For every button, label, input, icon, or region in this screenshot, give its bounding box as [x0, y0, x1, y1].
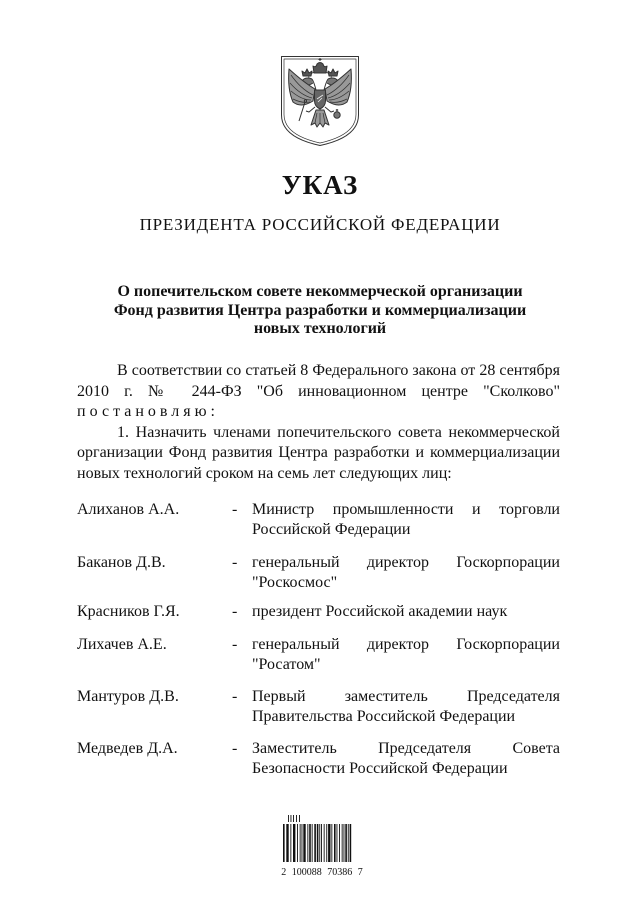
decree-verb: постановляю: [77, 403, 219, 420]
appointee-row [0, 635, 640, 675]
barcode-bar [297, 824, 298, 862]
item-1-line: новых технологий сроком на семь лет следующих лиц: [77, 464, 452, 482]
appointee-row [0, 739, 640, 779]
appointee-position [252, 739, 560, 779]
barcode-bar [324, 824, 325, 862]
barcode-bar [283, 824, 285, 862]
appointee-position-line: Безопасности Российской Федерации [252, 760, 508, 777]
issuer-subtitle: ПРЕЗИДЕНТА РОССИЙСКОЙ ФЕДЕРАЦИИ [139, 215, 501, 234]
decree-title-line: О попечительском совете некоммерческой организации [117, 283, 523, 300]
barcode-bar [337, 824, 338, 862]
appointee-position-line: Российской Федерации [252, 521, 411, 538]
barcode-bar [291, 815, 292, 822]
appointee-row [0, 500, 640, 540]
barcode-bar [309, 824, 311, 862]
document-type-title: УКАЗ [281, 170, 359, 200]
barcode-bar [321, 824, 322, 862]
barcode-bar [345, 824, 347, 862]
appointee-position [252, 635, 560, 675]
decree-title [60, 283, 580, 339]
barcode-number: 2 100088 70386 7 [281, 867, 363, 878]
appointee-dash: - [232, 501, 238, 518]
preamble-line: В соответствии со статьей 8 Федерального закона от 28 сентября [117, 362, 560, 379]
appointee-name: Баканов Д.В. [77, 554, 166, 571]
barcode-bar [290, 824, 291, 862]
barcode-bar [286, 824, 288, 862]
appointee-position-line: Заместитель Председателя Совета [252, 740, 560, 757]
item-1-line: организации Фонд развития Центра разработки и коммерциализации [77, 444, 560, 461]
appointee-name: Алиханов А.А. [77, 501, 180, 518]
barcode-bar [296, 815, 297, 822]
appointee-position-line: генеральный директор Госкорпорации [252, 636, 560, 653]
appointee-dash: - [232, 740, 238, 757]
decree-title-line: новых технологий [253, 320, 387, 337]
barcode-bar [344, 824, 345, 862]
appointee-position-line: генеральный директор Госкорпорации [252, 554, 560, 571]
barcode-icon [281, 813, 355, 863]
appointee-position [252, 500, 560, 540]
barcode-bar [299, 815, 300, 822]
decree-body [77, 361, 560, 484]
barcode-bar [334, 824, 336, 862]
barcode-bar [331, 824, 332, 862]
appointee-position-line: Первый заместитель Председателя [252, 688, 560, 705]
appointee-position [252, 687, 560, 727]
barcode-bar [312, 824, 313, 862]
appointee-position [252, 553, 560, 593]
appointee-row [0, 687, 640, 727]
preamble-line: 2010 г. № 244-ФЗ "Об инновационном центре "Сколково" [77, 382, 560, 400]
appointee-position-line: Правительства Российской Федерации [252, 708, 516, 725]
barcode-bar [328, 824, 330, 862]
barcode-bar [342, 824, 343, 862]
barcode-bar [319, 824, 320, 862]
appointee-dash: - [232, 688, 238, 705]
coat-of-arms-icon [280, 55, 360, 147]
appointee-name: Мантуров Д.В. [77, 688, 179, 705]
decree-title-line: Фонд развития Центра разработки и коммерциализации [113, 301, 527, 319]
barcode-bar [314, 824, 316, 862]
appointee-dash: - [232, 554, 238, 571]
barcode-bar [300, 824, 301, 862]
barcode-bar [293, 815, 294, 822]
barcode-bar [317, 824, 319, 862]
appointee-position-line: "Росатом" [252, 656, 321, 673]
barcode-bar [307, 824, 308, 862]
appointee-position-line: Министр промышленности и торговли [252, 501, 560, 518]
appointee-position-line: президент Российской академии наук [252, 603, 508, 620]
appointee-name: Лихачев А.Е. [77, 636, 167, 653]
barcode-bar [293, 824, 295, 862]
barcode-bar [339, 824, 340, 862]
appointee-dash: - [232, 603, 238, 620]
appointee-name: Красников Г.Я. [77, 603, 180, 620]
barcode-bar [350, 824, 352, 862]
barcode-bar [288, 815, 289, 822]
appointee-position [252, 602, 560, 622]
appointee-dash: - [232, 636, 238, 653]
barcode-bar [303, 824, 305, 862]
barcode-bar [302, 824, 303, 862]
item-1-line: 1. Назначить членами попечительского совета некоммерческой [117, 423, 560, 441]
barcode-bar [326, 824, 327, 862]
appointee-name: Медведев Д.А. [77, 740, 178, 757]
appointee-row [0, 553, 640, 593]
appointee-position-line: "Роскосмос" [252, 574, 338, 591]
barcode-bar [348, 824, 349, 862]
